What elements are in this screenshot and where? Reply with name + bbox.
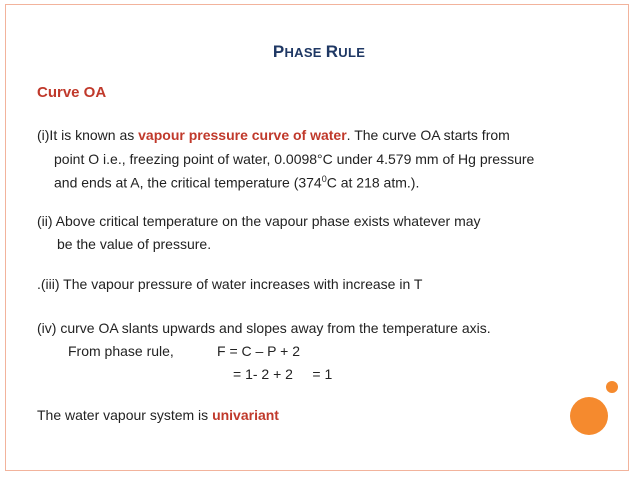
phase-rule-equation: F = C – P + 2: [217, 343, 301, 359]
para1-suffix: . The curve OA starts from: [346, 127, 510, 143]
para1-line3-post: C at 218 atm.).: [326, 174, 420, 191]
para1-line1: [37, 127, 510, 143]
para1-line3: [54, 174, 419, 191]
conclusion: [37, 407, 279, 423]
phase-rule-calculation: = 1- 2 + 2 = 1: [233, 366, 333, 382]
para1-line3-pre: and ends at A, the critical temperature (374: [54, 174, 322, 191]
para2-line1: (ii) Above critical temperature on the vapour phase exists whatever may: [37, 213, 481, 229]
para2-line2: be the value of pressure.: [57, 236, 212, 252]
para1-line2: point O i.e., freezing point of water, 0.0098°C under 4.579 mm of Hg pressure: [54, 151, 535, 167]
decorative-large-circle: [570, 397, 608, 435]
degree-superscript: 0: [321, 174, 327, 184]
phase-rule-label: From phase rule,: [68, 343, 174, 359]
title-word-phase: HASE: [284, 45, 322, 60]
para4-line1: (iv) curve OA slants upwards and slopes away from the temperature axis.: [37, 320, 491, 336]
title-initial-p: P: [272, 42, 285, 61]
highlight-univariant: univariant: [212, 407, 279, 423]
slide-title: [0, 42, 638, 62]
section-heading: Curve OA: [37, 84, 107, 101]
title-word-rule: ULE: [338, 45, 366, 60]
decorative-small-circle: [606, 381, 618, 393]
highlight-vapour-pressure: vapour pressure curve of water: [138, 127, 347, 143]
para1-prefix: (i)It is known as: [37, 127, 139, 143]
title-initial-r: R: [325, 42, 339, 61]
conclusion-prefix: The water vapour system is: [37, 407, 213, 423]
para3: .(iii) The vapour pressure of water increases with increase in T: [37, 276, 423, 292]
